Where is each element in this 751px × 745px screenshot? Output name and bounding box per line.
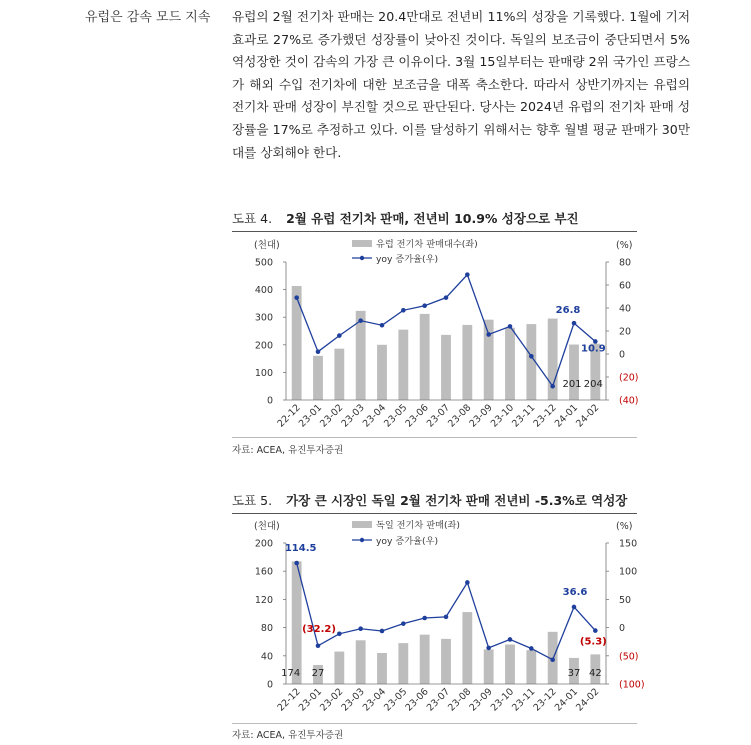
right-tick-label: (100) <box>619 679 645 691</box>
yoy-point <box>337 632 342 637</box>
yoy-point <box>465 272 470 277</box>
figure-4-bottom-rule <box>232 437 637 438</box>
yoy-point <box>508 637 513 642</box>
right-tick-label: 60 <box>619 280 632 292</box>
line-value-label: (5.3) <box>579 636 607 648</box>
yoy-point <box>508 324 513 329</box>
legend-line-label: yoy 증가율(우) <box>376 536 439 547</box>
right-tick-label: 150 <box>619 538 638 550</box>
bar <box>505 645 515 684</box>
figure-4-top-rule <box>232 231 637 232</box>
yoy-point <box>358 318 363 323</box>
category-label: 23-04 <box>360 686 389 714</box>
legend-line-marker <box>360 538 364 542</box>
yoy-point <box>444 295 449 300</box>
yoy-point <box>380 629 385 634</box>
category-label: 23-09 <box>467 686 495 714</box>
bar <box>334 349 344 400</box>
left-tick-label: 400 <box>254 285 273 297</box>
right-tick-label: 0 <box>619 349 626 361</box>
left-tick-label: 200 <box>254 538 273 550</box>
legend-bar-swatch <box>352 240 372 247</box>
bar <box>356 640 366 684</box>
bar-value-label: 204 <box>583 379 603 390</box>
figure-4-title-text: 2월 유럽 전기차 판매, 전년비 10.9% 성장으로 부진 <box>286 211 579 226</box>
category-label: 23-02 <box>318 686 346 714</box>
category-label: 24-02 <box>574 686 602 714</box>
bar <box>441 639 451 684</box>
left-tick-label: 160 <box>254 566 273 578</box>
left-tick-label: 0 <box>266 395 273 407</box>
yoy-point <box>316 349 321 354</box>
bar <box>505 328 515 400</box>
figure-5-title <box>232 491 627 509</box>
right-tick-label: (50) <box>619 651 639 663</box>
category-label: 22-12 <box>275 402 303 430</box>
bar <box>334 652 344 684</box>
yoy-point <box>401 308 406 313</box>
category-label: 23-05 <box>382 686 410 714</box>
bar <box>377 345 387 400</box>
bar <box>398 643 408 684</box>
category-label: 22-12 <box>275 686 303 714</box>
category-label: 24-01 <box>552 686 581 714</box>
left-axis-unit: (천대) <box>254 521 280 532</box>
bar <box>462 325 472 400</box>
right-tick-label: (20) <box>619 372 639 384</box>
figure-4-chart <box>232 234 637 434</box>
line-value-label: 36.6 <box>562 586 588 598</box>
bar-value-label: 42 <box>588 668 602 679</box>
yoy-point <box>529 354 534 359</box>
bar <box>462 612 472 684</box>
legend-bar-label: 유럽 전기차 판매대수(좌) <box>376 239 478 250</box>
yoy-point <box>358 626 363 631</box>
bar <box>313 356 323 400</box>
figure-5-top-rule <box>232 513 637 514</box>
legend-bar-label: 독일 전기차 판매(좌) <box>376 520 461 531</box>
bar <box>398 330 408 400</box>
line-value-label: (32.2) <box>302 623 336 635</box>
category-label: 23-01 <box>296 402 325 430</box>
right-tick-label: 80 <box>619 257 632 269</box>
category-label: 23-12 <box>531 686 559 714</box>
yoy-point <box>572 605 577 610</box>
yoy-point <box>444 615 449 620</box>
legend-line-marker <box>360 256 364 260</box>
bar-value-label: 174 <box>281 668 301 679</box>
figure-5-number: 도표 5. <box>232 493 273 508</box>
bar <box>292 286 302 400</box>
category-label: 23-04 <box>360 402 389 430</box>
section-side-heading: 유럽은 감속 모드 지속 <box>85 10 211 25</box>
yoy-point <box>422 303 427 308</box>
yoy-point <box>422 616 427 621</box>
yoy-point <box>401 621 406 626</box>
bar <box>484 649 494 684</box>
yoy-point <box>294 561 299 566</box>
yoy-point <box>337 333 342 338</box>
legend-line-label: yoy 증가율(우) <box>376 254 439 265</box>
category-label: 23-10 <box>488 686 517 714</box>
category-label: 23-03 <box>339 402 367 430</box>
bar-value-label: 37 <box>567 668 581 679</box>
category-label: 23-07 <box>424 402 453 430</box>
category-label: 23-03 <box>339 686 367 714</box>
right-tick-label: 40 <box>619 303 632 315</box>
left-tick-label: 100 <box>254 367 273 379</box>
bar <box>356 311 366 400</box>
line-value-label: 10.9 <box>580 343 606 355</box>
category-label: 23-10 <box>488 402 517 430</box>
left-tick-label: 120 <box>254 594 273 606</box>
bar-value-label: 27 <box>311 668 325 679</box>
figure-5-bottom-rule <box>232 723 637 724</box>
category-label: 23-08 <box>446 686 474 714</box>
category-label: 23-01 <box>296 686 325 714</box>
bar <box>526 650 536 684</box>
bar <box>377 653 387 684</box>
yoy-point <box>465 580 470 585</box>
left-tick-label: 500 <box>254 257 273 269</box>
bar <box>420 635 430 684</box>
category-label: 24-01 <box>552 402 581 430</box>
left-tick-label: 40 <box>260 651 273 663</box>
bar-value-label: 201 <box>562 379 582 390</box>
category-label: 23-11 <box>510 402 538 430</box>
category-label: 24-02 <box>574 402 602 430</box>
body-paragraph: 유럽의 2월 전기차 판매는 20.4만대로 전년비 11%의 성장을 기록했다. 1월에 기저효과로 27%로 증가했던 성장률이 낮아진 것이다. 독일의 보조금이 중단되면서 5% 역성장한 것이 감속의 가장 큰 이유이다. 3월 15일부터는 판매량 2위 국가인 프랑스가 해외 수입 전기차에 대한 보조금을 대폭 축소한다. 따라서 상반기까지는 유럽의 전기차 판매 성장이 부진할 것으로 판단된다. 당사는 2024년 유럽의 전기차 판매 성장률을 17%로 추정하고 있다. 이를 달성하기 위해서는 향후 월별 평균 판매가 30만대를 상회해야 한다. <box>232 9 690 160</box>
bar <box>420 314 430 400</box>
yoy-point <box>550 657 555 662</box>
legend-bar-swatch <box>352 521 372 528</box>
figure-4-title <box>232 209 579 227</box>
left-tick-label: 300 <box>254 312 273 324</box>
right-tick-label: 100 <box>619 566 638 578</box>
right-axis-unit: (%) <box>616 240 633 251</box>
bar <box>292 561 302 684</box>
yoy-point <box>550 384 555 389</box>
yoy-point <box>529 646 534 651</box>
figure-4-number: 도표 4. <box>232 211 273 226</box>
yoy-point <box>294 295 299 300</box>
category-label: 23-12 <box>531 402 559 430</box>
right-tick-label: (40) <box>619 395 639 407</box>
bar <box>569 345 579 400</box>
bar <box>484 320 494 400</box>
figure-5-title-text: 가장 큰 시장인 독일 2월 전기차 판매 전년비 -5.3%로 역성장 <box>286 493 628 508</box>
yoy-point <box>572 321 577 326</box>
category-label: 23-05 <box>382 402 410 430</box>
line-value-label: 114.5 <box>284 543 317 555</box>
figure-5-source: 자료: ACEA, 유진투자증권 <box>232 730 344 741</box>
category-label: 23-06 <box>403 686 431 714</box>
figure-4-source: 자료: ACEA, 유진투자증권 <box>232 445 344 456</box>
yoy-point <box>593 628 598 633</box>
category-label: 23-02 <box>318 402 346 430</box>
yoy-point <box>380 323 385 328</box>
line-value-label: 26.8 <box>555 305 581 317</box>
right-tick-label: 20 <box>619 326 632 338</box>
right-tick-label: 0 <box>619 623 626 635</box>
category-label: 23-11 <box>510 686 538 714</box>
left-tick-label: 80 <box>260 623 273 635</box>
left-axis-unit: (천대) <box>254 240 280 251</box>
category-label: 23-07 <box>424 686 453 714</box>
category-label: 23-06 <box>403 402 431 430</box>
yoy-point <box>486 332 491 337</box>
yoy-point <box>486 646 491 651</box>
yoy-point <box>316 643 321 648</box>
left-tick-label: 200 <box>254 340 273 352</box>
bar <box>441 335 451 400</box>
left-tick-label: 0 <box>266 679 273 691</box>
right-tick-label: 50 <box>619 594 632 606</box>
category-label: 23-09 <box>467 402 495 430</box>
figure-5-chart <box>232 516 645 724</box>
right-axis-unit: (%) <box>616 521 633 532</box>
category-label: 23-08 <box>446 402 474 430</box>
